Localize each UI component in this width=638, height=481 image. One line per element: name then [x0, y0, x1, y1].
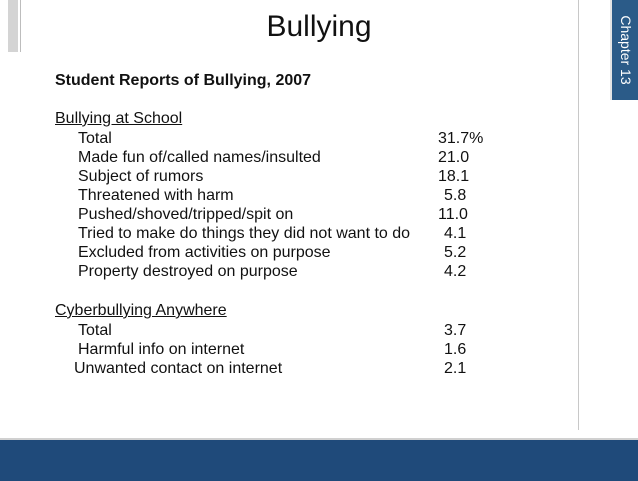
- row-value: 2.1: [444, 360, 467, 377]
- table-row: [78, 322, 478, 342]
- row-value: 21.0: [438, 149, 470, 166]
- footer-bar: [0, 438, 638, 481]
- table-row: [78, 206, 478, 226]
- row-label: Tried to make do things they did not want to do: [78, 225, 411, 242]
- row-label: Unwanted contact on internet: [74, 360, 283, 377]
- table-row: [78, 341, 478, 361]
- row-label: Property destroyed on purpose: [78, 263, 298, 280]
- row-value: 1.6: [444, 341, 467, 358]
- table-row: [78, 187, 478, 207]
- row-value: 31.7%: [438, 130, 484, 147]
- row-value: 18.1: [438, 168, 470, 185]
- table-row: [78, 149, 478, 169]
- row-label: Pushed/shoved/tripped/spit on: [78, 206, 294, 223]
- table-row: [78, 130, 484, 150]
- table-row: [78, 225, 478, 245]
- row-label: Subject of rumors: [78, 168, 204, 185]
- row-value: 4.2: [444, 263, 467, 280]
- table-row: [74, 360, 474, 380]
- row-value: 11.0: [438, 206, 468, 223]
- table-row: [78, 168, 478, 188]
- row-value: 3.7: [444, 322, 467, 339]
- section-heading-school: Bullying at School: [55, 110, 183, 127]
- slide-subtitle: Student Reports of Bullying, 2007: [55, 72, 312, 89]
- table-row: [78, 244, 478, 264]
- row-label: Excluded from activities on purpose: [78, 244, 331, 261]
- row-label: Made fun of/called names/insulted: [78, 149, 321, 166]
- row-label: Harmful info on internet: [78, 341, 245, 358]
- row-label: Threatened with harm: [78, 187, 234, 204]
- chapter-label: Chapter 13: [618, 15, 634, 85]
- row-value: 4.1: [444, 225, 467, 242]
- row-value: 5.2: [444, 244, 467, 261]
- slide-title: Bullying: [266, 10, 372, 43]
- row-value: 5.8: [444, 187, 467, 204]
- section-heading-cyber: Cyberbullying Anywhere: [55, 302, 227, 319]
- row-label: Total: [78, 130, 112, 147]
- right-margin-panel: [578, 0, 609, 430]
- table-row: [78, 263, 478, 283]
- row-label: Total: [78, 322, 112, 339]
